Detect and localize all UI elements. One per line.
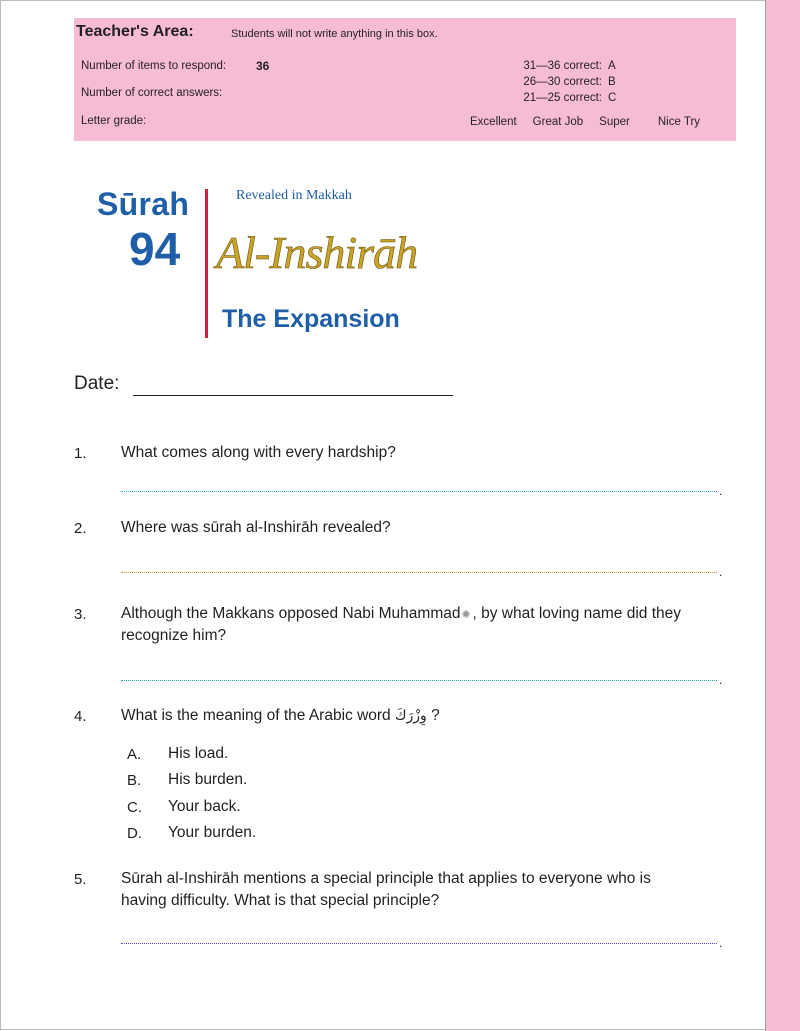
grade-label: Letter grade: bbox=[81, 115, 147, 127]
teacher-area bbox=[74, 18, 736, 141]
answer-line-end: . bbox=[719, 484, 723, 498]
teacher-area-title: Teacher's Area: bbox=[76, 23, 194, 40]
praise-excellent: Excellent bbox=[470, 116, 517, 128]
option-letter: A. bbox=[127, 746, 142, 763]
grade-scale bbox=[506, 58, 622, 106]
grade-row bbox=[506, 58, 622, 74]
grade-range: 31—36 correct: bbox=[523, 60, 602, 72]
praise-row bbox=[470, 116, 716, 128]
answer-line[interactable] bbox=[121, 491, 717, 492]
title-divider bbox=[205, 189, 208, 338]
praise-super: Super bbox=[599, 116, 630, 128]
answer-line[interactable] bbox=[121, 572, 717, 573]
grade-row bbox=[506, 74, 622, 90]
answer-line-end: . bbox=[719, 565, 723, 579]
grade-letter: C bbox=[608, 92, 617, 104]
question-number: 2. bbox=[74, 520, 87, 537]
question-number: 3. bbox=[74, 606, 87, 623]
question-number: 5. bbox=[74, 871, 87, 888]
question-text-part: What is the meaning of the Arabic word bbox=[121, 707, 395, 724]
praise-great-job: Great Job bbox=[532, 116, 584, 128]
date-label: Date: bbox=[74, 373, 120, 394]
option-text[interactable]: Your burden. bbox=[168, 824, 257, 841]
grade-range: 21—25 correct: bbox=[523, 92, 602, 104]
surah-word: Sūrah bbox=[97, 186, 190, 222]
question-text: What comes along with every hardship? bbox=[121, 444, 396, 461]
option-letter: B. bbox=[127, 772, 142, 789]
answer-line-end: . bbox=[719, 936, 723, 950]
correct-label: Number of correct answers: bbox=[81, 87, 223, 99]
option-letter: D. bbox=[127, 825, 142, 842]
option-text[interactable]: Your back. bbox=[168, 798, 241, 815]
date-input-line[interactable] bbox=[133, 395, 453, 396]
surah-number: 94 bbox=[129, 223, 181, 275]
question-text: Where was sūrah al-Inshirāh revealed? bbox=[121, 519, 391, 536]
question-text bbox=[121, 868, 651, 912]
answer-line[interactable] bbox=[121, 680, 717, 681]
question-text-part: ? bbox=[426, 707, 440, 724]
question-text bbox=[121, 705, 440, 727]
honorific-icon bbox=[461, 609, 471, 619]
question-text-part: recognize him? bbox=[121, 627, 227, 644]
grade-range: 26—30 correct: bbox=[523, 76, 602, 88]
question-text bbox=[121, 603, 681, 647]
items-label: Number of items to respond: bbox=[81, 60, 227, 72]
question-number: 4. bbox=[74, 708, 87, 725]
question-number: 1. bbox=[74, 445, 87, 462]
praise-nice-try: Nice Try bbox=[657, 116, 701, 128]
grade-letter: A bbox=[608, 60, 616, 72]
question-text-part: Although the Makkans opposed Nabi Muhammad bbox=[121, 605, 461, 622]
surah-name: Al-Inshirāh bbox=[216, 227, 418, 278]
question-text-part: having difficulty. What is that special principle? bbox=[121, 892, 440, 909]
side-band bbox=[765, 0, 800, 1031]
question-text-part: Sūrah al-Inshirāh mentions a special principle that applies to everyone who is bbox=[121, 870, 651, 887]
arabic-word: وِزْرَكَ bbox=[394, 708, 427, 724]
option-text[interactable]: His burden. bbox=[168, 771, 248, 788]
grade-row bbox=[506, 90, 622, 106]
answer-line[interactable] bbox=[121, 943, 717, 944]
option-text[interactable]: His load. bbox=[168, 745, 229, 762]
surah-meaning: The Expansion bbox=[222, 305, 400, 333]
question-text-part: , by what loving name did they bbox=[472, 605, 681, 622]
grade-letter: B bbox=[608, 76, 616, 88]
revealed-location: Revealed in Makkah bbox=[236, 188, 352, 203]
teacher-area-note: Students will not write anything in this box. bbox=[231, 28, 438, 40]
items-value: 36 bbox=[256, 59, 270, 73]
answer-line-end: . bbox=[719, 673, 723, 687]
option-letter: C. bbox=[127, 799, 142, 816]
